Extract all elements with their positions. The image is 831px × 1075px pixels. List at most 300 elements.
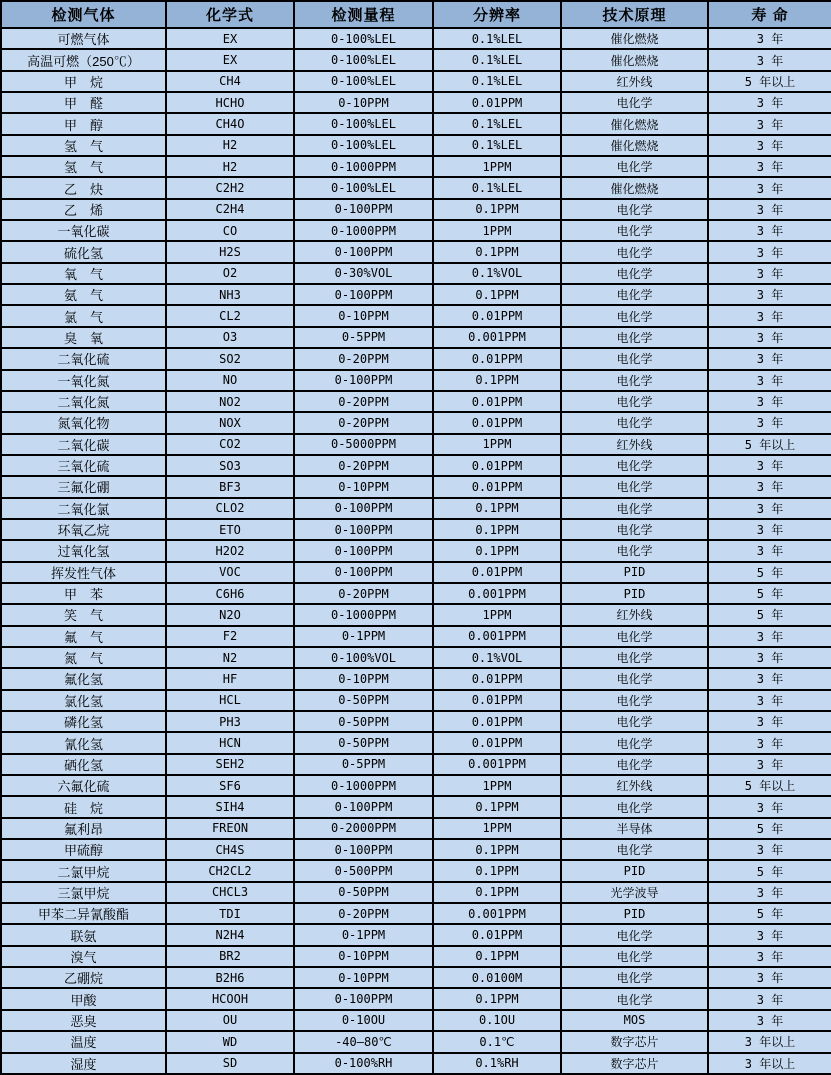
cell-resolution: 0.01PPM: [433, 412, 561, 433]
table-header: [1, 1, 831, 28]
cell-lifespan: 3 年: [708, 498, 831, 519]
table-row: [1, 562, 831, 583]
cell-lifespan: 3 年: [708, 284, 831, 305]
cell-gas-name: 挥发性气体: [1, 562, 166, 583]
cell-lifespan: 3 年: [708, 220, 831, 241]
cell-lifespan: 5 年: [708, 903, 831, 924]
cell-gas-name: 甲酸: [1, 988, 166, 1009]
cell-chemical-formula: CL2: [166, 305, 294, 326]
cell-chemical-formula: VOC: [166, 562, 294, 583]
table-row: [1, 199, 831, 220]
cell-resolution: 0.001PPM: [433, 583, 561, 604]
cell-technology: 电化学: [561, 241, 708, 262]
cell-gas-name: 高温可燃（250℃）: [1, 49, 166, 70]
table-row: [1, 113, 831, 134]
cell-chemical-formula: H2S: [166, 241, 294, 262]
cell-gas-name: 二氯甲烷: [1, 860, 166, 881]
cell-resolution: 0.01PPM: [433, 690, 561, 711]
cell-detection-range: 0-2000PPM: [294, 818, 433, 839]
cell-detection-range: 0-1000PPM: [294, 220, 433, 241]
cell-technology: 电化学: [561, 476, 708, 497]
cell-chemical-formula: PH3: [166, 711, 294, 732]
cell-resolution: 0.1%LEL: [433, 71, 561, 92]
cell-lifespan: 3 年: [708, 455, 831, 476]
cell-lifespan: 3 年以上: [708, 1031, 831, 1052]
cell-gas-name: 硫化氢: [1, 241, 166, 262]
cell-technology: 光学波导: [561, 882, 708, 903]
cell-lifespan: 3 年: [708, 241, 831, 262]
cell-lifespan: 3 年: [708, 327, 831, 348]
cell-lifespan: 3 年: [708, 263, 831, 284]
table-row: [1, 284, 831, 305]
cell-technology: 电化学: [561, 92, 708, 113]
cell-lifespan: 3 年: [708, 668, 831, 689]
cell-detection-range: 0-100PPM: [294, 498, 433, 519]
cell-technology: 电化学: [561, 626, 708, 647]
cell-technology: 电化学: [561, 519, 708, 540]
cell-technology: 电化学: [561, 711, 708, 732]
cell-gas-name: 二氧化碳: [1, 434, 166, 455]
cell-resolution: 0.1%LEL: [433, 49, 561, 70]
cell-lifespan: 3 年: [708, 476, 831, 497]
cell-lifespan: 5 年: [708, 818, 831, 839]
table-row: [1, 327, 831, 348]
cell-lifespan: 3 年: [708, 540, 831, 561]
cell-chemical-formula: C2H4: [166, 199, 294, 220]
cell-gas-name: 三氧化硫: [1, 455, 166, 476]
cell-chemical-formula: OU: [166, 1010, 294, 1031]
cell-detection-range: 0-1000PPM: [294, 604, 433, 625]
cell-resolution: 1PPM: [433, 220, 561, 241]
cell-gas-name: 氮 气: [1, 647, 166, 668]
cell-technology: 红外线: [561, 775, 708, 796]
cell-chemical-formula: CH4S: [166, 839, 294, 860]
cell-technology: 电化学: [561, 668, 708, 689]
cell-gas-name: 甲 醛: [1, 92, 166, 113]
header-row: [1, 1, 831, 28]
cell-chemical-formula: SO2: [166, 348, 294, 369]
cell-chemical-formula: N2O: [166, 604, 294, 625]
cell-resolution: 0.1PPM: [433, 370, 561, 391]
cell-resolution: 0.001PPM: [433, 903, 561, 924]
cell-gas-name: 氯 气: [1, 305, 166, 326]
cell-technology: 红外线: [561, 604, 708, 625]
table-row: [1, 370, 831, 391]
cell-resolution: 1PPM: [433, 156, 561, 177]
cell-technology: 电化学: [561, 732, 708, 753]
cell-resolution: 0.1%LEL: [433, 28, 561, 49]
cell-gas-name: 二氧化硫: [1, 348, 166, 369]
cell-resolution: 0.01PPM: [433, 305, 561, 326]
cell-resolution: 0.1%LEL: [433, 113, 561, 134]
cell-resolution: 0.1%LEL: [433, 177, 561, 198]
table-row: [1, 711, 831, 732]
cell-gas-name: 甲苯二异氰酸酯: [1, 903, 166, 924]
cell-technology: 电化学: [561, 412, 708, 433]
cell-gas-name: 湿度: [1, 1053, 166, 1075]
cell-gas-name: 氰化氢: [1, 732, 166, 753]
cell-resolution: 1PPM: [433, 434, 561, 455]
cell-detection-range: 0-30%VOL: [294, 263, 433, 284]
cell-lifespan: 3 年: [708, 796, 831, 817]
cell-lifespan: 3 年: [708, 732, 831, 753]
cell-technology: 电化学: [561, 540, 708, 561]
cell-lifespan: 5 年: [708, 604, 831, 625]
table-row: [1, 839, 831, 860]
cell-technology: 催化燃烧: [561, 177, 708, 198]
cell-gas-name: 氢 气: [1, 135, 166, 156]
cell-chemical-formula: HF: [166, 668, 294, 689]
cell-chemical-formula: FREON: [166, 818, 294, 839]
cell-resolution: 0.1PPM: [433, 498, 561, 519]
cell-lifespan: 3 年: [708, 1010, 831, 1031]
cell-technology: 电化学: [561, 284, 708, 305]
cell-gas-name: 甲 苯: [1, 583, 166, 604]
cell-detection-range: 0-50PPM: [294, 711, 433, 732]
table-body: [1, 28, 831, 1074]
cell-technology: 电化学: [561, 924, 708, 945]
cell-resolution: 0.1PPM: [433, 540, 561, 561]
table-row: [1, 540, 831, 561]
cell-lifespan: 3 年: [708, 647, 831, 668]
cell-resolution: 0.01PPM: [433, 562, 561, 583]
cell-resolution: 0.01PPM: [433, 455, 561, 476]
cell-lifespan: 3 年: [708, 177, 831, 198]
cell-lifespan: 3 年: [708, 690, 831, 711]
cell-technology: 电化学: [561, 796, 708, 817]
cell-resolution: 0.1PPM: [433, 839, 561, 860]
cell-detection-range: 0-20PPM: [294, 391, 433, 412]
cell-technology: MOS: [561, 1010, 708, 1031]
cell-technology: 电化学: [561, 156, 708, 177]
cell-chemical-formula: N2H4: [166, 924, 294, 945]
cell-resolution: 0.0100M: [433, 967, 561, 988]
cell-detection-range: 0-100%LEL: [294, 28, 433, 49]
cell-detection-range: 0-5PPM: [294, 754, 433, 775]
cell-gas-name: 温度: [1, 1031, 166, 1052]
cell-lifespan: 3 年: [708, 391, 831, 412]
cell-gas-name: 甲 烷: [1, 71, 166, 92]
cell-gas-name: 可燃气体: [1, 28, 166, 49]
cell-chemical-formula: EX: [166, 49, 294, 70]
table-row: [1, 519, 831, 540]
cell-resolution: 0.01PPM: [433, 391, 561, 412]
cell-technology: 电化学: [561, 839, 708, 860]
cell-chemical-formula: SIH4: [166, 796, 294, 817]
cell-lifespan: 5 年: [708, 562, 831, 583]
table-row: [1, 903, 831, 924]
cell-detection-range: 0-100%LEL: [294, 177, 433, 198]
cell-gas-name: 氮氧化物: [1, 412, 166, 433]
cell-resolution: 0.1%RH: [433, 1053, 561, 1075]
cell-lifespan: 3 年: [708, 988, 831, 1009]
cell-resolution: 0.1PPM: [433, 946, 561, 967]
cell-technology: 电化学: [561, 348, 708, 369]
cell-gas-name: 三氯甲烷: [1, 882, 166, 903]
cell-lifespan: 3 年: [708, 156, 831, 177]
cell-detection-range: 0-20PPM: [294, 412, 433, 433]
table-row: [1, 946, 831, 967]
cell-chemical-formula: CO2: [166, 434, 294, 455]
table-row: [1, 305, 831, 326]
cell-detection-range: 0-100%VOL: [294, 647, 433, 668]
cell-chemical-formula: NOX: [166, 412, 294, 433]
table-row: [1, 71, 831, 92]
cell-gas-name: 六氟化硫: [1, 775, 166, 796]
table-row: [1, 754, 831, 775]
cell-technology: 红外线: [561, 71, 708, 92]
cell-gas-name: 过氧化氢: [1, 540, 166, 561]
cell-detection-range: 0-10OU: [294, 1010, 433, 1031]
cell-lifespan: 3 年: [708, 924, 831, 945]
column-header-chemical-formula: 化学式: [166, 1, 294, 28]
table-row: [1, 988, 831, 1009]
table-row: [1, 967, 831, 988]
cell-chemical-formula: SO3: [166, 455, 294, 476]
cell-detection-range: 0-100PPM: [294, 199, 433, 220]
cell-chemical-formula: H2O2: [166, 540, 294, 561]
cell-resolution: 0.1PPM: [433, 199, 561, 220]
cell-resolution: 0.1PPM: [433, 519, 561, 540]
table-row: [1, 177, 831, 198]
cell-chemical-formula: F2: [166, 626, 294, 647]
cell-technology: 催化燃烧: [561, 135, 708, 156]
cell-lifespan: 3 年: [708, 754, 831, 775]
cell-lifespan: 5 年以上: [708, 434, 831, 455]
cell-detection-range: 0-100PPM: [294, 284, 433, 305]
cell-gas-name: 氟化氢: [1, 668, 166, 689]
cell-technology: 电化学: [561, 647, 708, 668]
cell-gas-name: 恶臭: [1, 1010, 166, 1031]
cell-technology: 电化学: [561, 391, 708, 412]
cell-gas-name: 甲 醇: [1, 113, 166, 134]
table-row: [1, 775, 831, 796]
cell-resolution: 0.01PPM: [433, 668, 561, 689]
column-header-lifespan: 寿 命: [708, 1, 831, 28]
cell-lifespan: 5 年: [708, 860, 831, 881]
cell-chemical-formula: NO2: [166, 391, 294, 412]
cell-detection-range: 0-50PPM: [294, 732, 433, 753]
cell-chemical-formula: O3: [166, 327, 294, 348]
table-row: [1, 498, 831, 519]
table-row: [1, 647, 831, 668]
cell-technology: 催化燃烧: [561, 28, 708, 49]
cell-lifespan: 3 年: [708, 882, 831, 903]
cell-lifespan: 3 年: [708, 92, 831, 113]
cell-chemical-formula: SF6: [166, 775, 294, 796]
cell-lifespan: 3 年: [708, 946, 831, 967]
table-row: [1, 924, 831, 945]
cell-detection-range: 0-10PPM: [294, 305, 433, 326]
cell-gas-name: 乙 烯: [1, 199, 166, 220]
cell-detection-range: -40—80℃: [294, 1031, 433, 1052]
cell-lifespan: 3 年: [708, 199, 831, 220]
cell-technology: PID: [561, 583, 708, 604]
cell-chemical-formula: CH2CL2: [166, 860, 294, 881]
table-row: [1, 156, 831, 177]
cell-detection-range: 0-5000PPM: [294, 434, 433, 455]
cell-gas-name: 磷化氢: [1, 711, 166, 732]
cell-chemical-formula: BR2: [166, 946, 294, 967]
cell-chemical-formula: SD: [166, 1053, 294, 1075]
cell-lifespan: 3 年: [708, 305, 831, 326]
cell-lifespan: 3 年: [708, 839, 831, 860]
cell-detection-range: 0-1000PPM: [294, 156, 433, 177]
cell-lifespan: 3 年: [708, 49, 831, 70]
cell-chemical-formula: EX: [166, 28, 294, 49]
cell-gas-name: 环氧乙烷: [1, 519, 166, 540]
table-row: [1, 690, 831, 711]
table-row: [1, 92, 831, 113]
cell-resolution: 0.1%VOL: [433, 647, 561, 668]
cell-chemical-formula: CH4: [166, 71, 294, 92]
cell-chemical-formula: ETO: [166, 519, 294, 540]
cell-technology: 电化学: [561, 370, 708, 391]
cell-resolution: 0.1OU: [433, 1010, 561, 1031]
cell-detection-range: 0-1000PPM: [294, 775, 433, 796]
cell-detection-range: 0-10PPM: [294, 967, 433, 988]
cell-technology: 电化学: [561, 988, 708, 1009]
cell-detection-range: 0-5PPM: [294, 327, 433, 348]
column-header-detection-range: 检测量程: [294, 1, 433, 28]
cell-gas-name: 氟利昂: [1, 818, 166, 839]
cell-detection-range: 0-100%LEL: [294, 71, 433, 92]
cell-gas-name: 乙 炔: [1, 177, 166, 198]
cell-lifespan: 3 年: [708, 412, 831, 433]
cell-resolution: 0.01PPM: [433, 92, 561, 113]
cell-gas-name: 一氧化碳: [1, 220, 166, 241]
cell-resolution: 0.001PPM: [433, 754, 561, 775]
table-row: [1, 49, 831, 70]
cell-resolution: 0.01PPM: [433, 732, 561, 753]
cell-detection-range: 0-100%RH: [294, 1053, 433, 1075]
cell-resolution: 0.001PPM: [433, 626, 561, 647]
cell-resolution: 0.1℃: [433, 1031, 561, 1052]
cell-chemical-formula: CO: [166, 220, 294, 241]
cell-gas-name: 氧 气: [1, 263, 166, 284]
cell-lifespan: 3 年: [708, 28, 831, 49]
cell-lifespan: 3 年: [708, 711, 831, 732]
cell-lifespan: 3 年: [708, 113, 831, 134]
cell-technology: PID: [561, 903, 708, 924]
cell-resolution: 0.01PPM: [433, 348, 561, 369]
cell-gas-name: 联氨: [1, 924, 166, 945]
cell-technology: 电化学: [561, 946, 708, 967]
cell-gas-name: 氨 气: [1, 284, 166, 305]
table-row: [1, 604, 831, 625]
cell-technology: 催化燃烧: [561, 113, 708, 134]
table-row: [1, 241, 831, 262]
column-header-gas-name: 检测气体: [1, 1, 166, 28]
table-row: [1, 860, 831, 881]
cell-technology: 电化学: [561, 305, 708, 326]
cell-gas-name: 一氧化氮: [1, 370, 166, 391]
cell-technology: 电化学: [561, 263, 708, 284]
cell-technology: 电化学: [561, 967, 708, 988]
cell-gas-name: 溴气: [1, 946, 166, 967]
cell-lifespan: 3 年: [708, 967, 831, 988]
cell-lifespan: 3 年: [708, 348, 831, 369]
table-row: [1, 583, 831, 604]
cell-detection-range: 0-20PPM: [294, 583, 433, 604]
cell-gas-name: 甲硫醇: [1, 839, 166, 860]
cell-technology: 电化学: [561, 199, 708, 220]
column-header-technology: 技术原理: [561, 1, 708, 28]
cell-resolution: 0.1PPM: [433, 988, 561, 1009]
cell-chemical-formula: O2: [166, 263, 294, 284]
cell-detection-range: 0-1PPM: [294, 626, 433, 647]
cell-detection-range: 0-10PPM: [294, 92, 433, 113]
cell-detection-range: 0-100PPM: [294, 540, 433, 561]
table-row: [1, 476, 831, 497]
table-row: [1, 668, 831, 689]
cell-technology: 电化学: [561, 690, 708, 711]
cell-technology: 数字芯片: [561, 1053, 708, 1075]
cell-resolution: 1PPM: [433, 775, 561, 796]
cell-lifespan: 3 年: [708, 135, 831, 156]
cell-lifespan: 3 年: [708, 519, 831, 540]
cell-chemical-formula: C2H2: [166, 177, 294, 198]
cell-resolution: 0.1PPM: [433, 882, 561, 903]
cell-detection-range: 0-100PPM: [294, 796, 433, 817]
cell-lifespan: 5 年: [708, 583, 831, 604]
cell-chemical-formula: N2: [166, 647, 294, 668]
table-row: [1, 626, 831, 647]
cell-resolution: 1PPM: [433, 818, 561, 839]
cell-detection-range: 0-500PPM: [294, 860, 433, 881]
cell-resolution: 0.1PPM: [433, 241, 561, 262]
cell-technology: 催化燃烧: [561, 49, 708, 70]
cell-gas-name: 氯化氢: [1, 690, 166, 711]
cell-gas-name: 氟 气: [1, 626, 166, 647]
cell-lifespan: 5 年以上: [708, 775, 831, 796]
cell-gas-name: 笑 气: [1, 604, 166, 625]
cell-detection-range: 0-1PPM: [294, 924, 433, 945]
cell-gas-name: 硒化氢: [1, 754, 166, 775]
cell-detection-range: 0-10PPM: [294, 946, 433, 967]
cell-gas-name: 氢 气: [1, 156, 166, 177]
table-row: [1, 135, 831, 156]
cell-lifespan: 3 年: [708, 370, 831, 391]
cell-detection-range: 0-100PPM: [294, 839, 433, 860]
cell-chemical-formula: H2: [166, 135, 294, 156]
cell-technology: 电化学: [561, 220, 708, 241]
cell-technology: 半导体: [561, 818, 708, 839]
cell-detection-range: 0-100%LEL: [294, 135, 433, 156]
table-row: [1, 434, 831, 455]
cell-lifespan: 3 年: [708, 626, 831, 647]
cell-detection-range: 0-20PPM: [294, 455, 433, 476]
table-row: [1, 28, 831, 49]
cell-detection-range: 0-100PPM: [294, 370, 433, 391]
table-row: [1, 348, 831, 369]
cell-chemical-formula: HCHO: [166, 92, 294, 113]
cell-gas-name: 二氧化氮: [1, 391, 166, 412]
table-row: [1, 455, 831, 476]
cell-gas-name: 臭 氧: [1, 327, 166, 348]
cell-detection-range: 0-20PPM: [294, 903, 433, 924]
cell-detection-range: 0-50PPM: [294, 690, 433, 711]
cell-lifespan: 3 年以上: [708, 1053, 831, 1075]
cell-chemical-formula: SEH2: [166, 754, 294, 775]
cell-resolution: 0.1PPM: [433, 796, 561, 817]
cell-technology: PID: [561, 860, 708, 881]
cell-technology: 电化学: [561, 455, 708, 476]
cell-detection-range: 0-10PPM: [294, 668, 433, 689]
table-row: [1, 263, 831, 284]
cell-detection-range: 0-100PPM: [294, 988, 433, 1009]
cell-resolution: 0.1PPM: [433, 284, 561, 305]
